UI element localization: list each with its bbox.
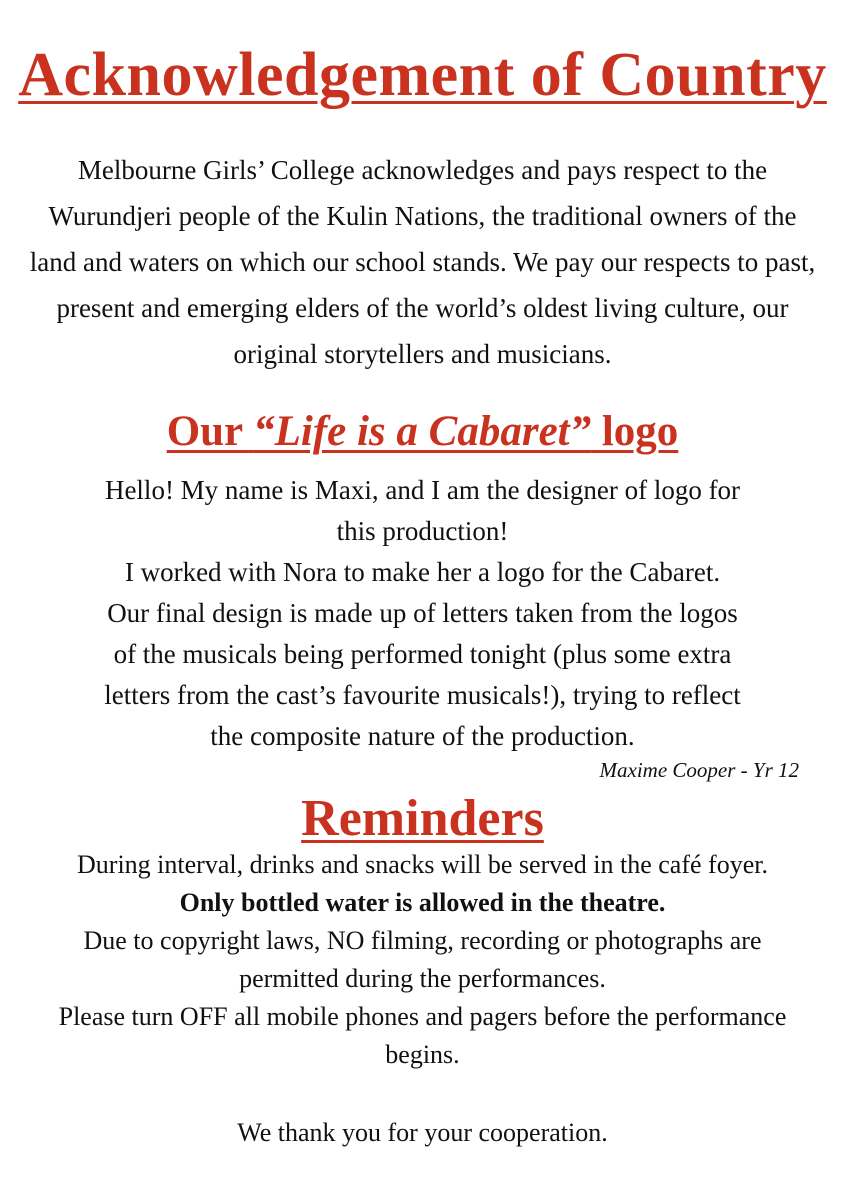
logo-section-line: Hello! My name is Maxi, and I am the designer of logo for xyxy=(104,475,741,505)
reminder-line: begins. xyxy=(385,1040,460,1069)
reminder-line: Due to copyright laws, NO filming, recording or photographs are xyxy=(83,926,762,955)
logo-section-line: the composite nature of the production. xyxy=(210,721,635,751)
reminder-line: Please turn OFF all mobile phones and pagers before the performance xyxy=(58,1002,787,1031)
reminder-line-bold: Only bottled water is allowed in the theatre. xyxy=(179,888,666,917)
acknowledgement-line: Wurundjeri people of the Kulin Nations, the traditional owners of the xyxy=(48,201,797,231)
acknowledgement-line: land and waters on which our school stands. We pay our respects to past, xyxy=(29,247,816,277)
designer-signature: Maxime Cooper - Yr 12 xyxy=(599,758,799,782)
acknowledgement-line: Melbourne Girls’ College acknowledges and pays respect to the xyxy=(77,155,768,185)
acknowledgement-line: original storytellers and musicians. xyxy=(233,339,612,369)
acknowledgement-line: present and emerging elders of the world’s oldest living culture, our xyxy=(56,293,789,323)
reminder-line: permitted during the performances. xyxy=(239,964,606,993)
acknowledgement-title: Acknowledgement of Country xyxy=(18,41,827,109)
reminders-title: Reminders xyxy=(301,790,544,847)
logo-section-paragraph xyxy=(0,470,845,757)
logo-title-prefix: Our xyxy=(166,408,254,455)
logo-title-suffix: logo xyxy=(591,408,679,455)
logo-section-line: this production! xyxy=(336,516,509,546)
acknowledgement-paragraph xyxy=(0,147,845,377)
logo-section-line: letters from the cast’s favourite musicals!), trying to reflect xyxy=(104,680,741,710)
thanks-note: We thank you for your cooperation. xyxy=(237,1118,608,1147)
logo-section-line: Our final design is made up of letters taken from the logos xyxy=(107,598,738,628)
logo-title-italic: “Life is a Cabaret” xyxy=(253,408,592,455)
reminder-line: During interval, drinks and snacks will be served in the café foyer. xyxy=(77,850,768,879)
logo-section-title xyxy=(0,404,845,460)
reminders-paragraph xyxy=(0,846,845,1074)
logo-section-line: of the musicals being performed tonight (plus some extra xyxy=(113,639,732,669)
logo-section-line: I worked with Nora to make her a logo for the Cabaret. xyxy=(124,557,721,587)
